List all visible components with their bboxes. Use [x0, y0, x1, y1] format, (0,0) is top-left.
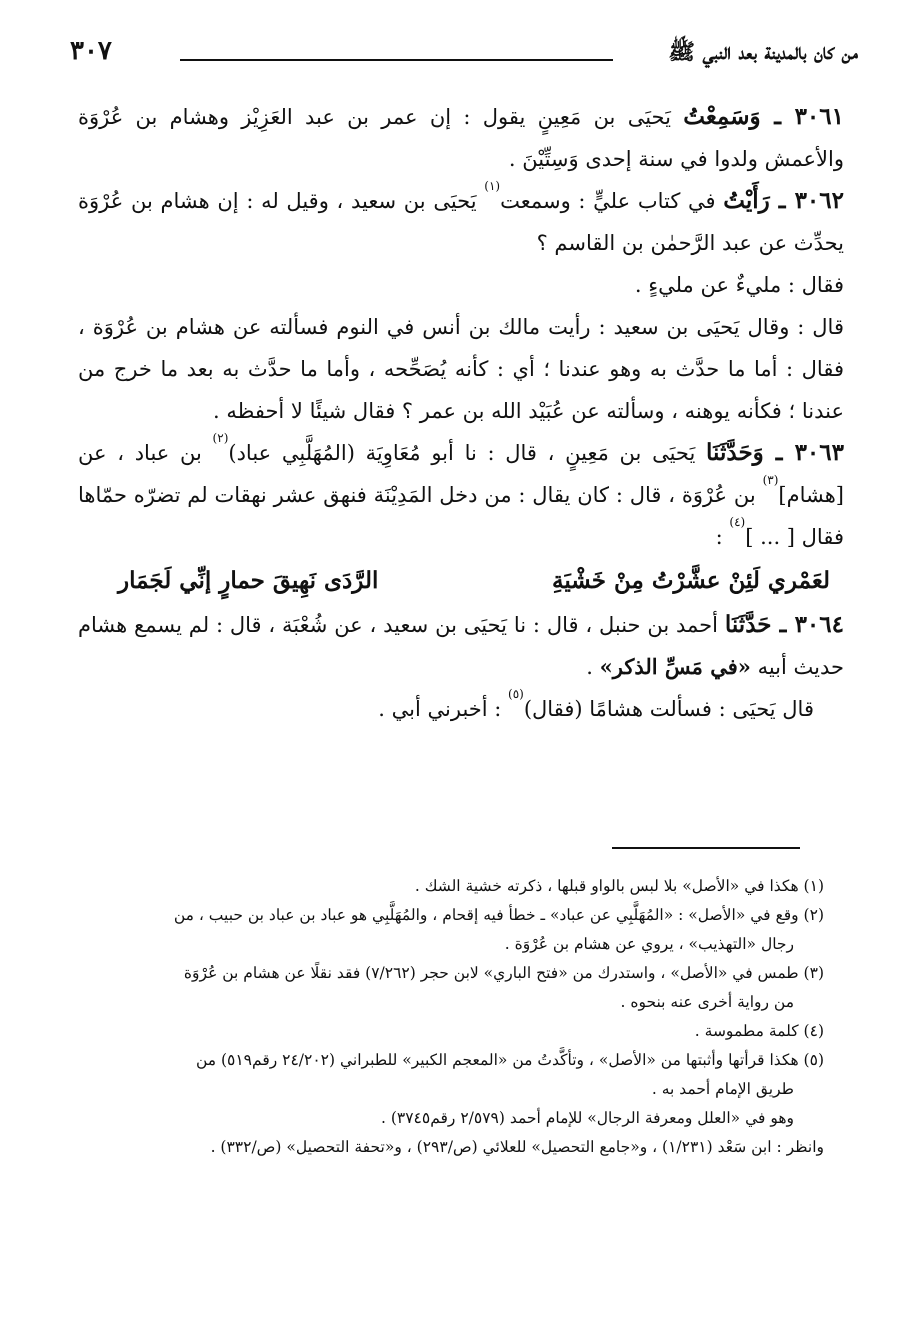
- footnote-5: (٥) هكذا قرأتها وأثبتها من «الأصل» ، وتأكَّدتُ من «المعجم الكبير» للطبراني (٢٤/٢٠٢ رقم٥١٩) من: [195, 1051, 824, 1069]
- footnote-3: (٣) طمس في «الأصل» ، واستدرك من «فتح الباري» لابن حجر (٧/٢٦٢) فقد نقلًا عن هشام بن عُرْوَة: [183, 964, 824, 982]
- verse-first-hemistich: لعَمْري لَئِنْ عشَّرْتُ مِنْ خَشْيَةِ: [552, 567, 830, 594]
- footnote-separator: [612, 847, 800, 849]
- footnote-1: (١) هكذا في «الأصل» بلا لبس بالواو قبلها ، ذكرته خشية الشك .: [414, 877, 824, 895]
- footnote-ref-5: (٥): [508, 687, 524, 701]
- verse-second-hemistich: الرَّدَى نَهِيقَ حمارٍ إنِّي لَجَمَار: [118, 567, 379, 594]
- entry-lead: ٣٠٦٤ ـ حَدَّثَنَا: [724, 611, 844, 638]
- reply-line: فقال : مليءٌ عن مليءٍ .: [634, 273, 844, 297]
- entry-text: : أخبرني أبي .: [378, 697, 502, 721]
- footnote-ref-1: (١): [484, 179, 501, 193]
- entry-lead: ٣٠٦٢ ـ رَأَيْتُ: [723, 187, 844, 214]
- footnote-3-cont: من رواية أخرى عنه بنحوه .: [620, 993, 794, 1011]
- page-header: [70, 34, 858, 74]
- footnote-2-cont: رجال «التهذيب» ، يروي عن هشام بن عُرْوَة .: [504, 935, 794, 953]
- entry-3064: [78, 604, 844, 688]
- entry-3062: [78, 180, 844, 264]
- footnote-ref-4: (٤): [729, 515, 746, 529]
- entry-3061: [78, 96, 844, 180]
- footnote-5-see-also: وانظر : ابن سَعْد (١/٢٣١) ، و«جامع التحصيل» للعلائي (ص/٢٩٣) ، و«تحفة التحصيل» (ص/٣٣٢) .: [210, 1138, 824, 1156]
- page-number: ٣٠٧: [70, 36, 112, 66]
- footnote-4: (٤) كلمة مطموسة .: [694, 1022, 824, 1040]
- last-line: [78, 688, 844, 730]
- poetry-verse: [78, 558, 844, 604]
- header-rule: [180, 59, 613, 61]
- entry-text: يَحيَى بن مَعِينٍ يقول : إن عمر بن عبد العَزِيْز وهشام بن عُرْوَة والأعمش ولدوا في سنة إحدى وَسِتِّيْنَ .: [78, 105, 844, 171]
- entry-text: قال يَحيَى : فسألت هشامًا (فقال): [523, 697, 814, 721]
- footnote-ref-3: (٣): [762, 473, 779, 487]
- entry-text: في كتاب عليٍّ : وسمعت: [500, 189, 716, 213]
- entry-text: :: [715, 525, 723, 549]
- running-title: من كان بالمدينة بعد النبي ﷺ: [668, 39, 858, 65]
- footnote-ref-2: (٢): [212, 431, 229, 445]
- entry-lead: ٣٠٦٣ ـ وَحَدَّثَنَا: [706, 439, 844, 466]
- qala-paragraph: قال : وقال يَحيَى بن سعيد : رأيت مالك بن أنس في النوم فسألته عن هشام بن عُرْوَة ، فقال : أما ما حدَّث به وهو عندنا ؛ أي : كأنه يُصَحِّحه ، وأما ما حدَّث به بعد ما خرج من عندنا ؛ فكأنه يوهنه ، وسألته عن عُبَيْد الله بن عمر ؟ فقال شيئًا لا أحفظه .: [78, 315, 844, 423]
- entry-text: .: [586, 655, 593, 679]
- entry-text: يَحيَى بن مَعِينٍ ، قال : نا أبو مُعَاوِيَة (المُهَلَّبِي عباد): [228, 441, 696, 465]
- footnotes: [78, 872, 824, 1162]
- entry-lead: ٣٠٦١ ـ وَسَمِعْتُ: [683, 103, 844, 130]
- entry-text: أحمد بن حنبل ، قال : نا يَحيَى بن سعيد ، عن شُعْبَة ، قال : لم يسمع هشام حديث أبيه: [78, 613, 844, 679]
- entry-text: بن عُرْوَة ، قال : كان يقال : من دخل المَدِيْنَة فنهق عشر نهقات لم تضرّه حمّاها فقال [ ... ]: [78, 483, 844, 549]
- entry-text: بن عباد ، عن [هشام]: [78, 441, 844, 507]
- hadith-title: «في مَسِّ الذكر»: [599, 654, 751, 679]
- footnote-2: (٢) وقع في «الأصل» : «المُهَلَّبِي عن عباد» ـ خطأ فيه إقحام ، والمُهَلَّبِي هو عباد بن عباد بن حبيب ، من: [173, 906, 824, 924]
- entry-text: يَحيَى بن سعيد ، وقيل له : إن هشام بن عُرْوَة يحدِّث عن عبد الرَّحمٰن بن القاسم ؟: [78, 189, 844, 255]
- entry-3063: [78, 432, 844, 558]
- footnote-5-cont: طريق الإمام أحمد به .: [651, 1080, 794, 1098]
- main-text: [78, 96, 844, 730]
- footnote-5-note: وهو في «العلل ومعرفة الرجال» للإمام أحمد (٢/٥٧٩ رقم٣٧٤٥) .: [380, 1109, 794, 1127]
